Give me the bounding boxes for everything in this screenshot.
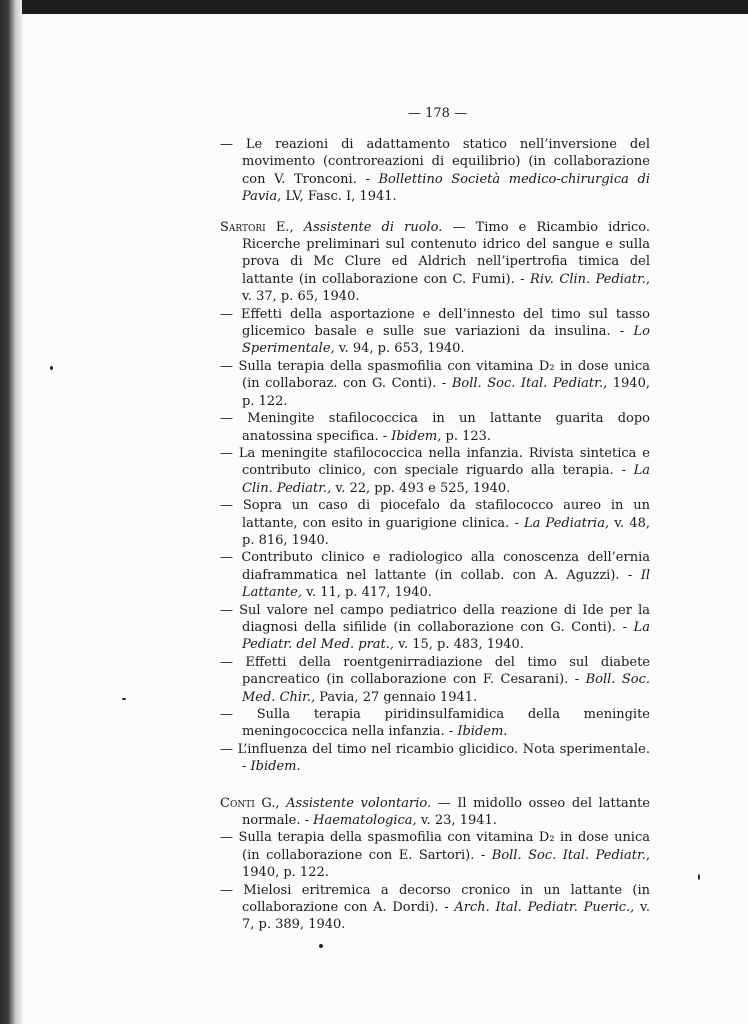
entry-text: — Sulla terapia piridinsulfamidica della meningite meningococcica nella infanzia. - <box>220 707 650 740</box>
author-role: Assistente di ruolo. <box>303 219 443 235</box>
entry-citation: v. 94, p. 653, 1940. <box>334 341 465 357</box>
ink-speck <box>122 698 126 700</box>
entry-text: — Meningite stafilococcica in un lattante guarita dopo anatossina specifica. - <box>220 411 650 444</box>
journal-name: Il Lattante, <box>242 567 650 601</box>
journal-name: Ibidem. <box>457 724 508 740</box>
ink-speck <box>319 944 323 948</box>
conti-entry-list <box>220 829 650 933</box>
entry-text: — Mielosi eritremica a decorso cronico in un lattante (in collaborazione con A. Dordi). - <box>220 882 650 916</box>
bibliography-entry <box>220 306 650 358</box>
sartori-entry-list <box>220 306 650 776</box>
entry-text: — Il midollo osseo del lattante normale. - <box>242 795 650 829</box>
bibliography-entry <box>220 654 650 706</box>
entry-citation: v. 11, p. 417, 1940. <box>302 585 432 601</box>
bibliography-entry <box>220 497 650 549</box>
bibliography-entry <box>220 549 650 601</box>
entry-text: — Le reazioni di adattamento statico nell’inversione del movimento (controreazioni di equilibrio) (in collaborazione con V. Tronconi. - <box>220 137 650 187</box>
entry-text: — Timo e Ricambio idrico. Ricerche preliminari sul contenuto idrico del sangue e sulla prova di Mc Clure ed Aldrich nell’ipertrofia timica del lattante (in collaborazione con C. Fumi). - <box>242 219 651 287</box>
entry-text: — La meningite stafilococcica nella infanzia. Rivista sintetica e contributo clinico, con speciale riguardo alla terapia. - <box>220 445 650 479</box>
author-block-conti <box>220 795 650 934</box>
ink-speck <box>50 366 53 370</box>
entry-citation: v. 37, p. 65, 1940. <box>242 289 360 305</box>
journal-name: La Pediatria, <box>524 515 610 531</box>
journal-name: Arch. Ital. Pediatr. Pueric., <box>454 900 635 916</box>
journal-name: La Pediatr. del Med. prat., <box>242 619 650 653</box>
bibliography-entry <box>220 445 650 497</box>
journal-name: Boll. Soc. Med. Chir., <box>242 672 650 705</box>
entry-text: — Sulla terapia della spasmofilia con vitamina D₂ in dose unica (in collaboraz. con G. Conti). - <box>220 358 650 392</box>
bibliography-entry <box>220 829 650 881</box>
journal-name: Lo Sperimentale, <box>242 324 650 357</box>
bibliography-entry <box>220 136 650 206</box>
entry-text: — Contributo clinico e radiologico alla conoscenza dell’ernia diaframmatica nel lattante (in collab. con A. Aguzzi). - <box>220 550 650 583</box>
entry-citation: p. 123. <box>441 428 492 444</box>
intro-entry-list <box>220 136 650 206</box>
journal-name: Boll. Soc. Ital. Pediatr., <box>451 376 608 392</box>
journal-name: La Clin. Pediatr., <box>242 463 650 496</box>
entry-citation: 1940, p. 122. <box>242 865 329 881</box>
entry-text: — Effetti della asportazione e dell’innesto del timo sul tasso glicemico basale e sulle sue variazioni da insulina. - <box>220 306 650 340</box>
journal-name: Bollettino Società medico-chirurgica di Pavia, <box>242 171 650 205</box>
entry-text: — Sulla terapia della spasmofilia con vitamina D₂ in dose unica (in collaborazione con E. Sartori). - <box>220 830 650 863</box>
scan-top-border <box>0 0 748 14</box>
entry-citation: LV, Fasc. I, 1941. <box>281 189 397 205</box>
author-role: Assistente volontario. <box>286 795 432 811</box>
bibliography-entry <box>220 410 650 445</box>
entry-citation: v. 48, p. 816, 1940. <box>242 515 650 548</box>
bibliography-content <box>220 136 650 934</box>
journal-name: Boll. Soc. Ital. Pediatr., <box>491 847 650 863</box>
entry-citation: v. 7, p. 389, 1940. <box>242 900 650 933</box>
journal-name: Haematologica, <box>313 813 417 829</box>
entry-citation: Pavia, 27 gennaio 1941. <box>315 689 478 705</box>
ink-speck <box>698 874 700 880</box>
entry-text: — Sul valore nel campo pediatrico della reazione di Ide per la diagnosi della sifilide (in collaborazione con G. Conti). - <box>220 602 650 635</box>
page-number: — 178 — <box>408 106 468 121</box>
scan-binding-edge <box>0 0 22 1024</box>
author-name: Sartori E. <box>220 219 290 235</box>
entry-citation: 1940, p. 122. <box>242 376 650 409</box>
entry-citation: v. 23, 1941. <box>416 813 497 829</box>
bibliography-entry <box>220 706 650 741</box>
journal-name: Ibidem, <box>391 428 442 444</box>
author-entry: Conti G., Assistente volontario. — Il midollo osseo del lattante normale. - Haematologica, v. 23, 1941. <box>220 795 650 829</box>
journal-name: Ibidem. <box>250 759 301 775</box>
entry-text: — Effetti della roentgenirradiazione del timo sul diabete pancreatico (in collaborazione con F. Cesarani). - <box>220 654 650 688</box>
entry-citation: v. 15, p. 483, 1940. <box>394 637 524 653</box>
bibliography-entry <box>220 741 650 776</box>
author-name: Conti G. <box>220 795 276 811</box>
entry-text: — L’influenza del timo nel ricambio glicidico. Nota sperimentale. - <box>220 741 650 775</box>
bibliography-entry <box>220 358 650 410</box>
entry-text: — Sopra un caso di piocefalo da stafilococco aureo in un lattante, con esito in guarigione clinica. - <box>220 498 650 531</box>
entry-citation: v. 22, pp. 493 e 525, 1940. <box>331 480 511 496</box>
bibliography-entry <box>220 882 650 934</box>
journal-name: Riv. Clin. Pediatr., <box>530 271 650 287</box>
author-block-sartori <box>220 219 650 776</box>
author-entry: Sartori E., Assistente di ruolo. — Timo e Ricambio idrico. Ricerche preliminari sul contenuto idrico del sangue e sulla prova di Mc Clure ed Aldrich nell’ipertrofia timica del lattante (in collaborazione con C. Fumi). - Riv. Clin. Pediatr., v. 37, p. 65, 1940. <box>220 219 651 305</box>
bibliography-entry <box>220 602 650 654</box>
